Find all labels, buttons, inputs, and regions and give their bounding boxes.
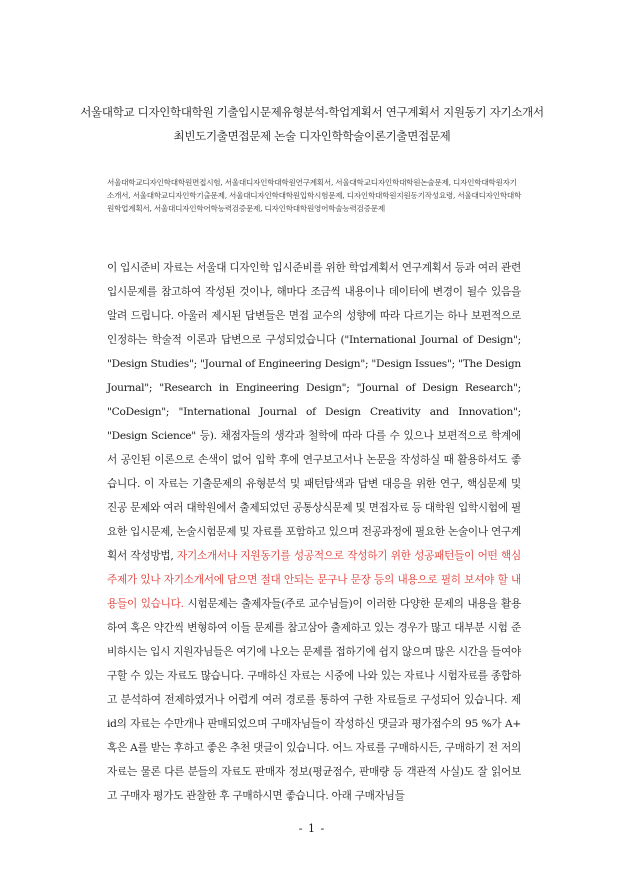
body-paragraph [107,256,521,808]
document-title-line-1: 서울대학교 디자인학대학원 기출입시문제유형분석-학업계획서 연구계획서 지원동기 자기소개서 [80,105,544,119]
body-text-before: 이 입시준비 자료는 서울대 디자인학 입시준비를 위한 학업계획서 연구계획서 등과 여러 관련 입시문제를 참고하여 작성된 것이나, 해마다 조금씩 내용이나 데이터에 변경이 될수 있음을 알려 드립니다. 아울러 제시된 답변들은 면접 교수의 성향에 따라 다르기는 하나 보편적으로 인정하는 학술적 이론과 답변으로 구성되었습니다 ("International Journal of Design"; "Design Studies"; "Journal of Engineering Design"; "Design Issues"; "The Design Journal"; "Research in Engineering Design"; "Journal of Design Research"; "CoDesign"; "International Journal of Design Creativity and Innovation"; "Design Science" 등). 채점자들의 생각과 철학에 따라 다를 수 있으나 보편적으로 학계에서 공인된 이론으로 손색이 없어 입학 후에 연구보고서나 논문을 작성하실 때 활용하셔도 좋습니다. 이 자료는 기출문제의 유형분석 및 패턴탐색과 답변 대응을 위한 연구, 핵심문제 및 진공 문제와 여러 대학원에서 출제되었던 공통상식문제 및 면접자료 등 대학원 입학시험에 필요한 입시문제, 논술시험문제 및 자료를 포함하고 있으며 전공과정에 필요한 논술이나 연구계획서 작성방법, [107,262,521,562]
keywords-paragraph: 서울대학교디자인학대학원면접시험, 서울대디자인학대학원연구계획서, 서울대학교디자인학대학원논술문제, 디자인학대학원자기소개서, 서울대학교디자인학기출문제, 서울대디자인학대학원입학시험문제, 디자인학대학원지원동기작성요령, 서울대디자인학대학원학업계획서, 서울대디자인학어학능력검증문제, 디자인학대학원영어학술능력검증문제 [107,178,522,213]
body-text-after: 시험문제는 출제자들(주로 교수님들)이 이러한 다양한 문제의 내용을 활용하여 혹은 약간씩 변형하여 이들 문제를 참고삼아 출제하고 있는 경우가 많고 대부분 시험 준비하시는 입시 지원자님들은 여기에 나오는 문제를 접하기에 쉽지 않으며 많은 시간을 들여야 구할 수 있는 자료도 많습니다. 구매하신 자료는 시중에 나와 있는 자료나 시험자료를 종합하고 분석하여 전제하였거나 어렵게 여러 경로를 통하여 구한 자료들로 구성되어 있습니다. 제 id의 자료는 수만개나 판매되었으며 구매자님들이 작성하신 댓글과 평가점수의 95 %가 A+ 혹은 A를 받는 후하고 좋은 추천 댓글이 있습니다. 어느 자료를 구매하시든, 구매하기 전 저의 자료는 물론 다른 분들의 자료도 판매자 정보(평균점수, 판매량 등 객관적 사실)도 잘 읽어보고 구매자 평가도 관찰한 후 구매하시면 좋습니다. 아래 구매자님들 [107,598,521,802]
body-text-highlight: 자기소개서나 지원동기를 성공적으로 작성하기 위한 성공패턴들이 어떤 핵심주제가 있나 자기소개서에 담으면 절대 안되는 문구나 문장 등의 내용으로 필히 보셔야 할 내용들이 있습니다. [107,550,521,610]
document-title-line-2: 최빈도기출면접문제 논술 디자인학학술이론기출면접문제 [173,129,451,143]
page-number: - 1 - [298,822,326,835]
